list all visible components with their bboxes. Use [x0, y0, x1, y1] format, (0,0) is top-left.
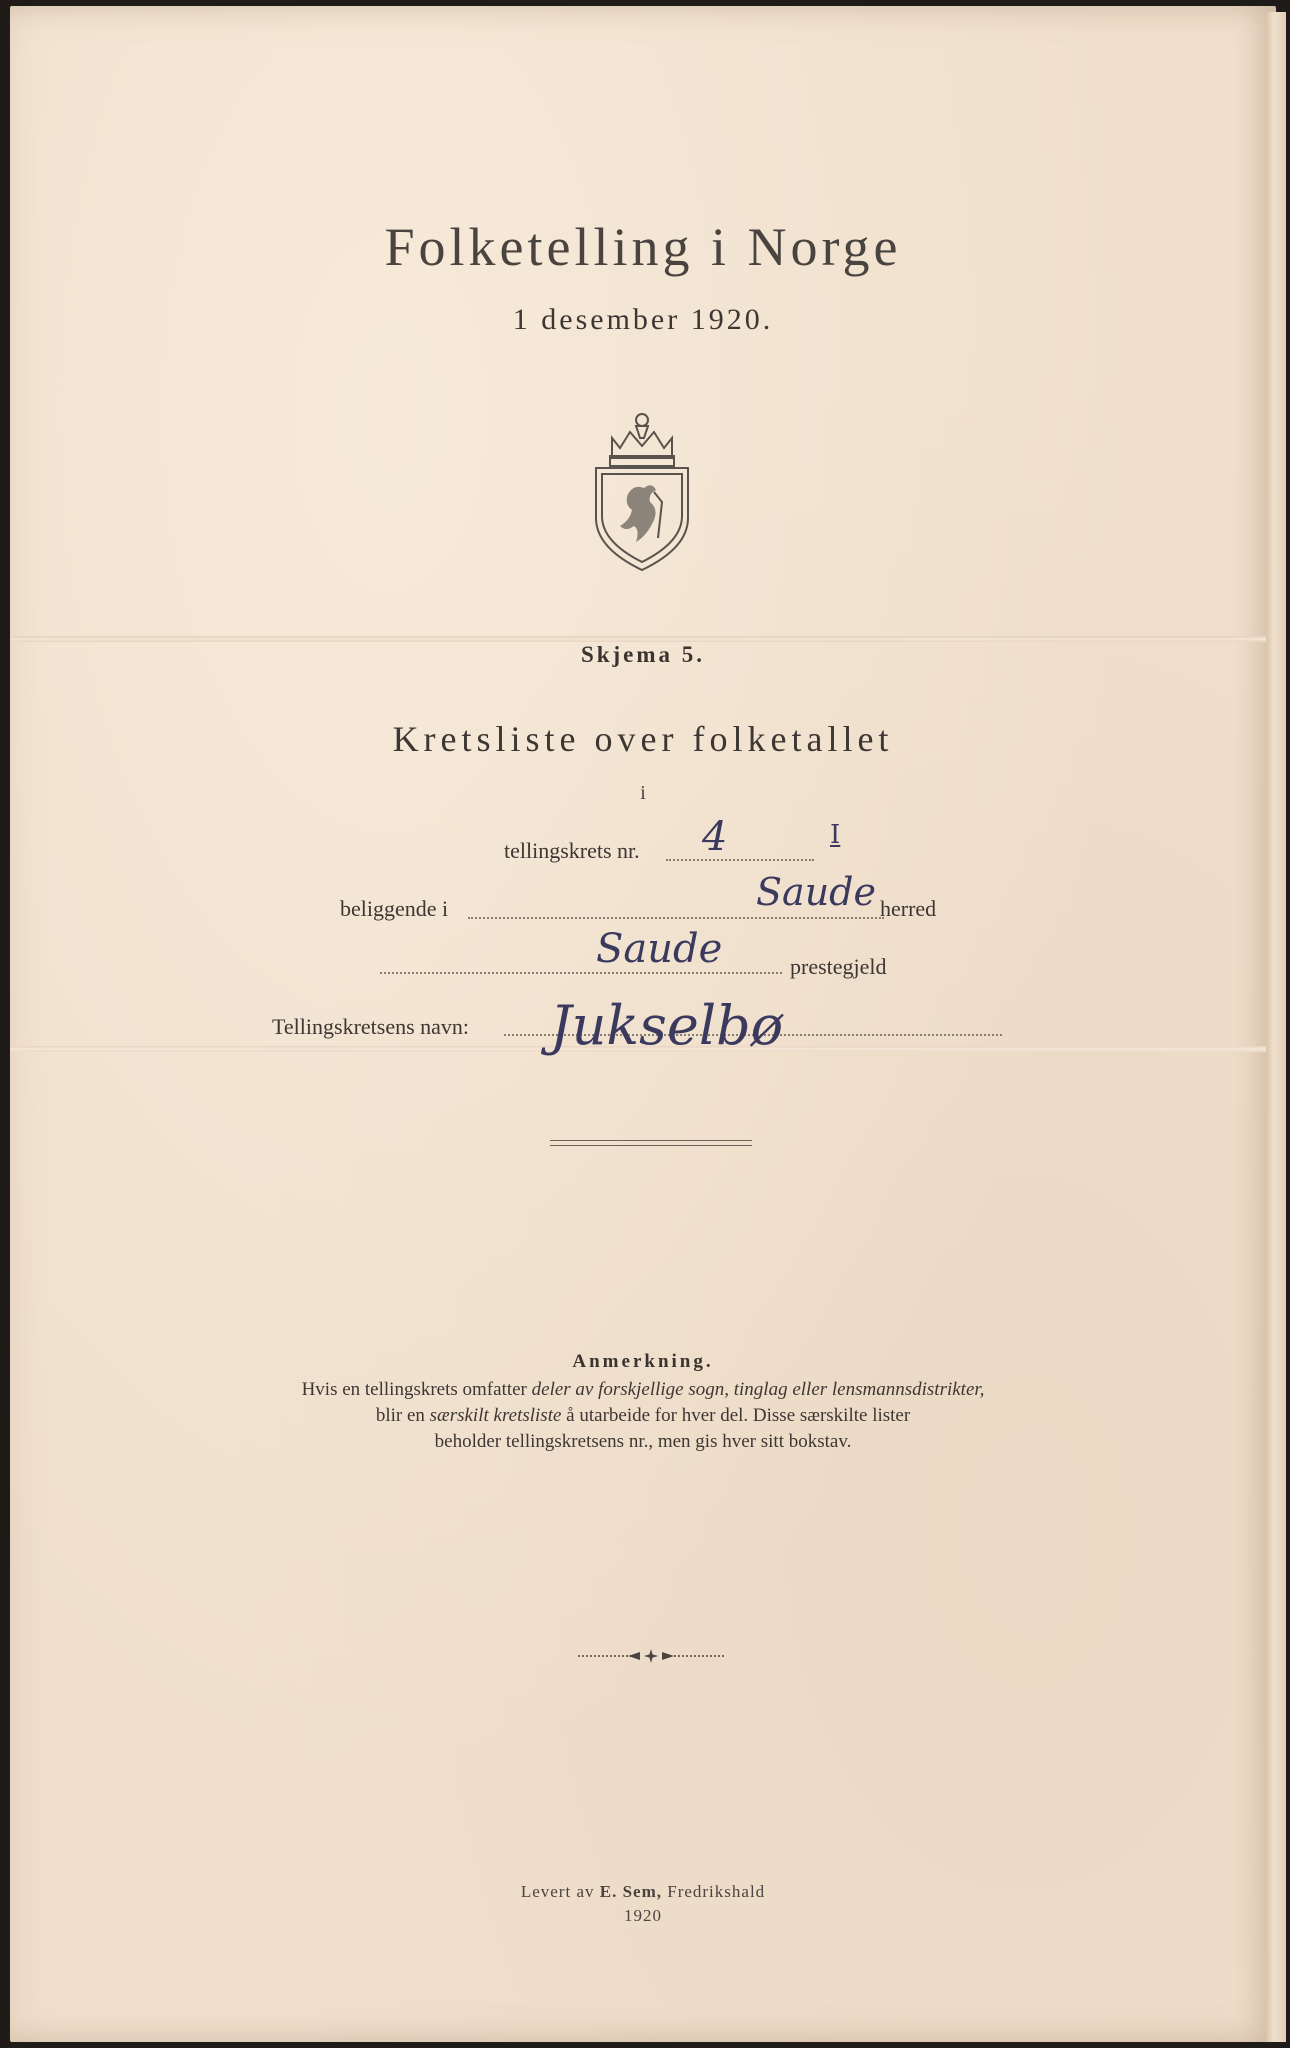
- schema-number: Skjema 5.: [580, 642, 706, 667]
- form-subtitle: Kretsliste over folketallet: [392, 719, 894, 759]
- district-name-value: Jukselbø: [550, 994, 784, 1057]
- note-line-1: [10, 1377, 1276, 1403]
- page-title: Folketelling i Norge: [384, 217, 902, 277]
- fill-line: [468, 917, 884, 919]
- located-label: beliggende i: [340, 896, 449, 921]
- parish-value: Saude: [596, 926, 723, 972]
- district-name-label: Tellingskretsens navn:: [272, 1014, 470, 1039]
- document-page: [10, 6, 1276, 2042]
- printer-credit: [10, 1882, 1276, 1902]
- connector-text: i: [640, 782, 646, 804]
- note-heading: Anmerkning.: [572, 1351, 714, 1372]
- note-line-3: beholder tellingskretsens nr., men gis hver sitt bokstav.: [434, 1431, 852, 1452]
- norwegian-coat-of-arms-icon: [590, 398, 694, 572]
- ornament-divider-icon: [576, 1646, 726, 1666]
- printer-name: E. Sem,: [599, 1882, 662, 1901]
- parish-suffix: prestegjeld: [790, 954, 887, 979]
- page-edge: [1266, 12, 1286, 2042]
- note-line-2: [10, 1403, 1276, 1429]
- district-number-label: tellingskrets nr.: [504, 838, 640, 863]
- district-number-suffix: I: [830, 820, 841, 850]
- census-date: 1 desember 1920.: [512, 303, 774, 336]
- print-year: 1920: [624, 1906, 662, 1925]
- printer-city: Fredrikshald: [661, 1882, 766, 1901]
- fill-line: [666, 859, 814, 861]
- note-text: blir en: [375, 1405, 430, 1426]
- note-emphasis: særskilt kretsliste: [429, 1405, 562, 1426]
- printer-prefix: Levert av: [520, 1882, 600, 1901]
- note-text: Hvis en tellingskrets omfatter: [301, 1379, 532, 1400]
- note-emphasis: deler av forskjellige sogn, tinglag eller lensmannsdistrikter,: [531, 1379, 985, 1400]
- fill-line: [380, 972, 782, 974]
- district-number-value: 4: [702, 814, 728, 860]
- municipality-value: Saude: [756, 870, 876, 914]
- divider-rule: [550, 1140, 752, 1146]
- municipality-suffix: herred: [880, 896, 937, 921]
- note-text: å utarbeide for hver del. Disse særskilte lister: [561, 1405, 911, 1426]
